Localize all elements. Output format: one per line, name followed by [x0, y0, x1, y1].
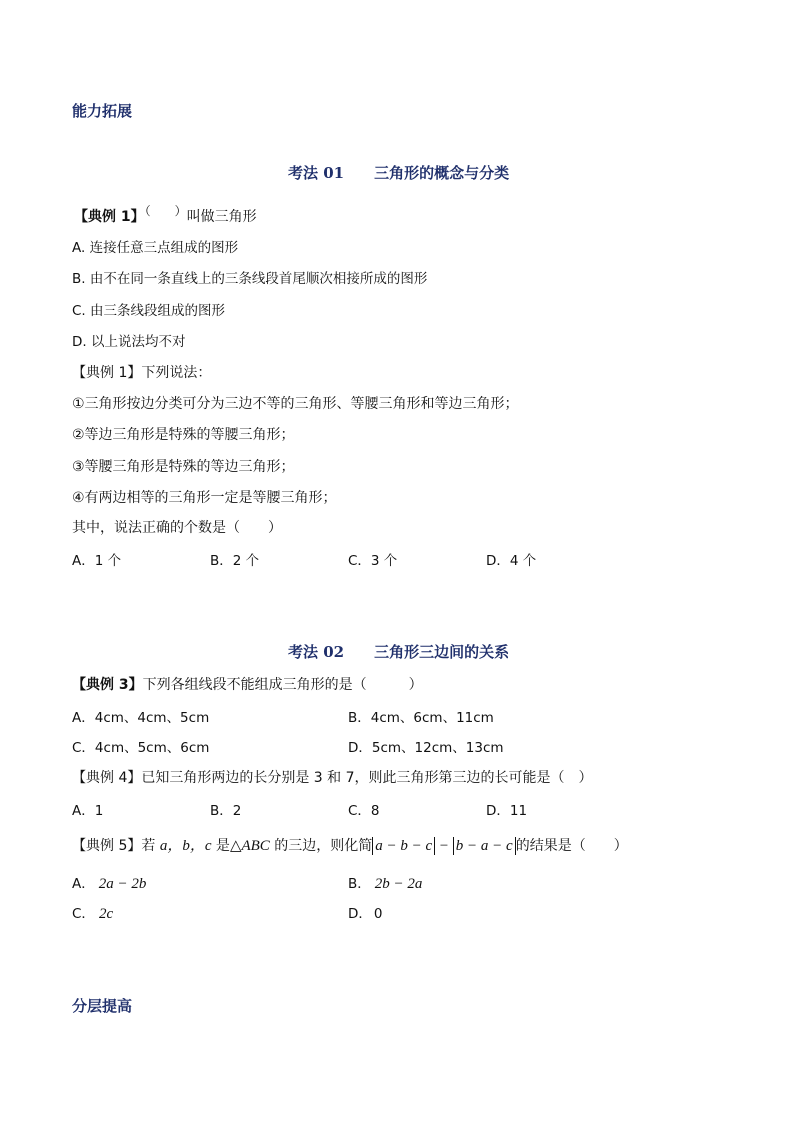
option-b: B．4cm、6cm、11cm [348, 710, 494, 726]
section-heading-ability: 能力拓展 [72, 102, 133, 120]
option-b: B．2 [210, 803, 242, 819]
option-c: C. 由三条线段组成的图形 [72, 303, 226, 319]
option-c: C．3 个 [348, 553, 398, 569]
statement-2: ②等边三角形是特殊的等腰三角形； [72, 427, 295, 443]
kaofa-01-title: 考法 01 三角形的概念与分类 [288, 164, 510, 182]
example-5-question: 【典例 5】若 a，b，c 是△ABC 的三边，则化简 a − b − c − b − a − c 的结果是（ ） [72, 838, 628, 854]
option-a: A．4cm、4cm、5cm [72, 710, 210, 726]
option-a: A． 2a − 2b [72, 876, 147, 892]
absolute-value-1: a − b − c [372, 837, 435, 855]
statement-4: ④有两边相等的三角形一定是等腰三角形； [72, 490, 337, 506]
example-4-question [72, 767, 593, 787]
triangle-abc: △ABC [229, 838, 270, 854]
option-b: B． 2b − 2a [348, 876, 423, 892]
example-tag: 【典例 5】 [72, 838, 142, 854]
option-c: C．8 [348, 803, 380, 819]
question-prompt: 其中，说法正确的个数是（ ） [72, 520, 282, 536]
kaofa-02-title: 考法 02 三角形三边间的关系 [288, 643, 510, 661]
example-1b-question [72, 362, 211, 382]
statement-1: ①三角形按边分类可分为三边不等的三角形、等腰三角形和等边三角形； [72, 396, 519, 412]
option-a: A．1 [72, 803, 104, 819]
option-b: B．2 个 [210, 553, 260, 569]
example-3-question [72, 674, 423, 694]
question-stem: 下列说法： [141, 365, 212, 381]
question-stem: 已知三角形两边的长分别是 3 和 7，则此三角形第三边的长可能是（ ） [141, 770, 593, 786]
option-a: A．1 个 [72, 553, 122, 569]
answer-blank: （ ） [144, 204, 187, 218]
example-tag: 【典例 1】 [74, 209, 145, 225]
option-d: D．11 [486, 803, 528, 819]
option-d: D．5cm、12cm、13cm [348, 740, 504, 756]
option-d: D． 0 [348, 906, 383, 922]
question-stem: 叫做三角形 [186, 209, 257, 225]
option-b: B. 由不在同一条直线上的三条线段首尾顺次相接所成的图形 [72, 271, 428, 287]
question-stem: 下列各组线段不能组成三角形的是（ ） [142, 677, 423, 693]
statement-3: ③等腰三角形是特殊的等边三角形； [72, 459, 295, 475]
example-tag: 【典例 3】 [72, 677, 143, 693]
option-d: D．4 个 [486, 553, 537, 569]
absolute-value-2: b − a − c [453, 837, 516, 855]
option-c: C．4cm、5cm、6cm [72, 740, 210, 756]
example-tag: 【典例 4】 [72, 770, 142, 786]
example-tag: 【典例 1】 [72, 365, 142, 381]
example-1-question [74, 202, 257, 226]
variables: a，b，c [159, 838, 212, 854]
option-c: C． 2c [72, 906, 114, 922]
section-heading-layered: 分层提高 [72, 997, 133, 1015]
option-a: A. 连接任意三点组成的图形 [72, 240, 239, 256]
option-d: D. 以上说法均不对 [72, 334, 186, 350]
